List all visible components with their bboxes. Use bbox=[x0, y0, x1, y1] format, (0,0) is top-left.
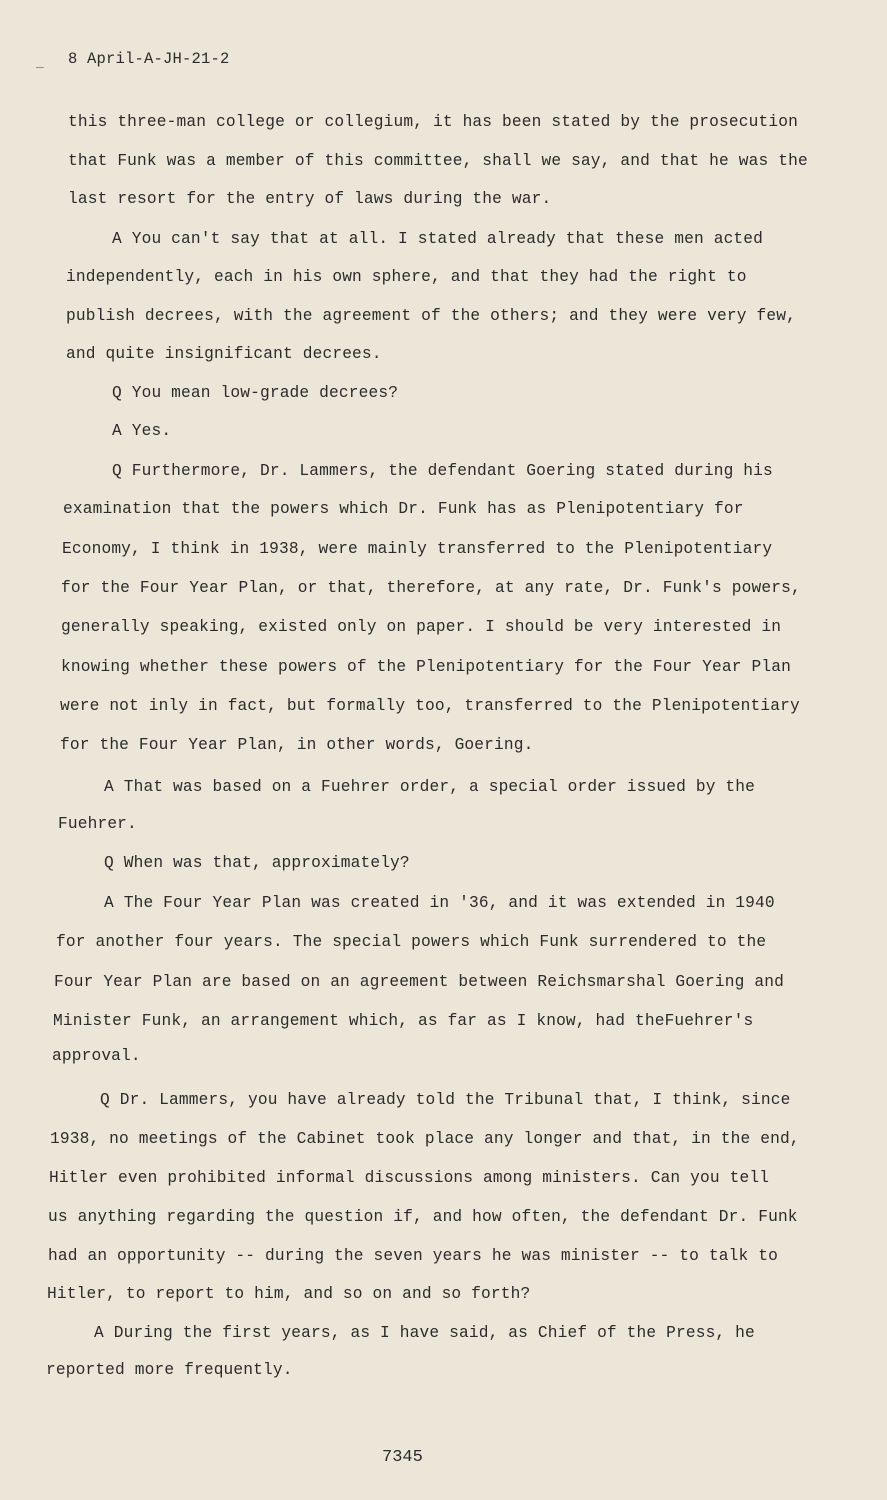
text-line: A During the first years, as I have said, as Chief of the Press, he bbox=[94, 1324, 755, 1342]
text-line: this three-man college or collegium, it has been stated by the prosecution bbox=[68, 113, 798, 131]
page-header: 8 April-A-JH-21-2 bbox=[68, 50, 230, 68]
text-line: Four Year Plan are based on an agreement between Reichsmarshal Goering and bbox=[54, 973, 784, 991]
page-number: 7345 bbox=[382, 1448, 423, 1467]
text-line: A That was based on a Fuehrer order, a special order issued by the bbox=[104, 778, 756, 796]
text-line: Economy, I think in 1938, were mainly transferred to the Plenipotentiary bbox=[62, 540, 773, 558]
text-line: for the Four Year Plan, in other words, Goering. bbox=[60, 736, 534, 754]
text-line: us anything regarding the question if, and how often, the defendant Dr. Funk bbox=[48, 1208, 798, 1226]
header-mark: _ bbox=[36, 55, 44, 70]
text-line: approval. bbox=[52, 1047, 141, 1065]
text-line: Fuehrer. bbox=[58, 815, 137, 833]
text-line: Q You mean low-grade decrees? bbox=[112, 384, 399, 402]
text-line: generally speaking, existed only on paper. I should be very interested in bbox=[61, 618, 782, 636]
text-line: independently, each in his own sphere, and that they had the right to bbox=[66, 268, 747, 286]
text-line: publish decrees, with the agreement of the others; and they were very few, bbox=[66, 307, 796, 325]
text-line: Hitler even prohibited informal discussions among ministers. Can you tell bbox=[49, 1169, 770, 1187]
text-line: Hitler, to report to him, and so on and so forth? bbox=[47, 1285, 531, 1303]
text-line: A The Four Year Plan was created in '36, and it was extended in 1940 bbox=[104, 894, 775, 912]
text-line: that Funk was a member of this committee, shall we say, and that he was the bbox=[68, 152, 808, 170]
text-line: for the Four Year Plan, or that, therefore, at any rate, Dr. Funk's powers, bbox=[61, 579, 801, 597]
text-line: and quite insignificant decrees. bbox=[66, 345, 382, 363]
text-line: Minister Funk, an arrangement which, as far as I know, had theFuehrer's bbox=[53, 1012, 754, 1030]
text-line: Q Furthermore, Dr. Lammers, the defendant Goering stated during his bbox=[112, 462, 773, 480]
text-line: A Yes. bbox=[112, 422, 172, 440]
text-line: for another four years. The special powers which Funk surrendered to the bbox=[56, 933, 767, 951]
text-line: last resort for the entry of laws during the war. bbox=[68, 190, 552, 208]
text-line: knowing whether these powers of the Plenipotentiary for the Four Year Plan bbox=[61, 658, 791, 676]
text-line: Q When was that, approximately? bbox=[104, 854, 410, 872]
text-line: examination that the powers which Dr. Funk has as Plenipotentiary for bbox=[63, 500, 744, 518]
text-line: were not inly in fact, but formally too, transferred to the Plenipotentiary bbox=[60, 697, 800, 715]
text-line: 1938, no meetings of the Cabinet took place any longer and that, in the end, bbox=[50, 1130, 800, 1148]
text-line: had an opportunity -- during the seven years he was minister -- to talk to bbox=[48, 1247, 778, 1265]
text-line: A You can't say that at all. I stated already that these men acted bbox=[112, 230, 764, 248]
text-line: Q Dr. Lammers, you have already told the Tribunal that, I think, since bbox=[100, 1091, 791, 1109]
text-line: reported more frequently. bbox=[46, 1361, 293, 1379]
